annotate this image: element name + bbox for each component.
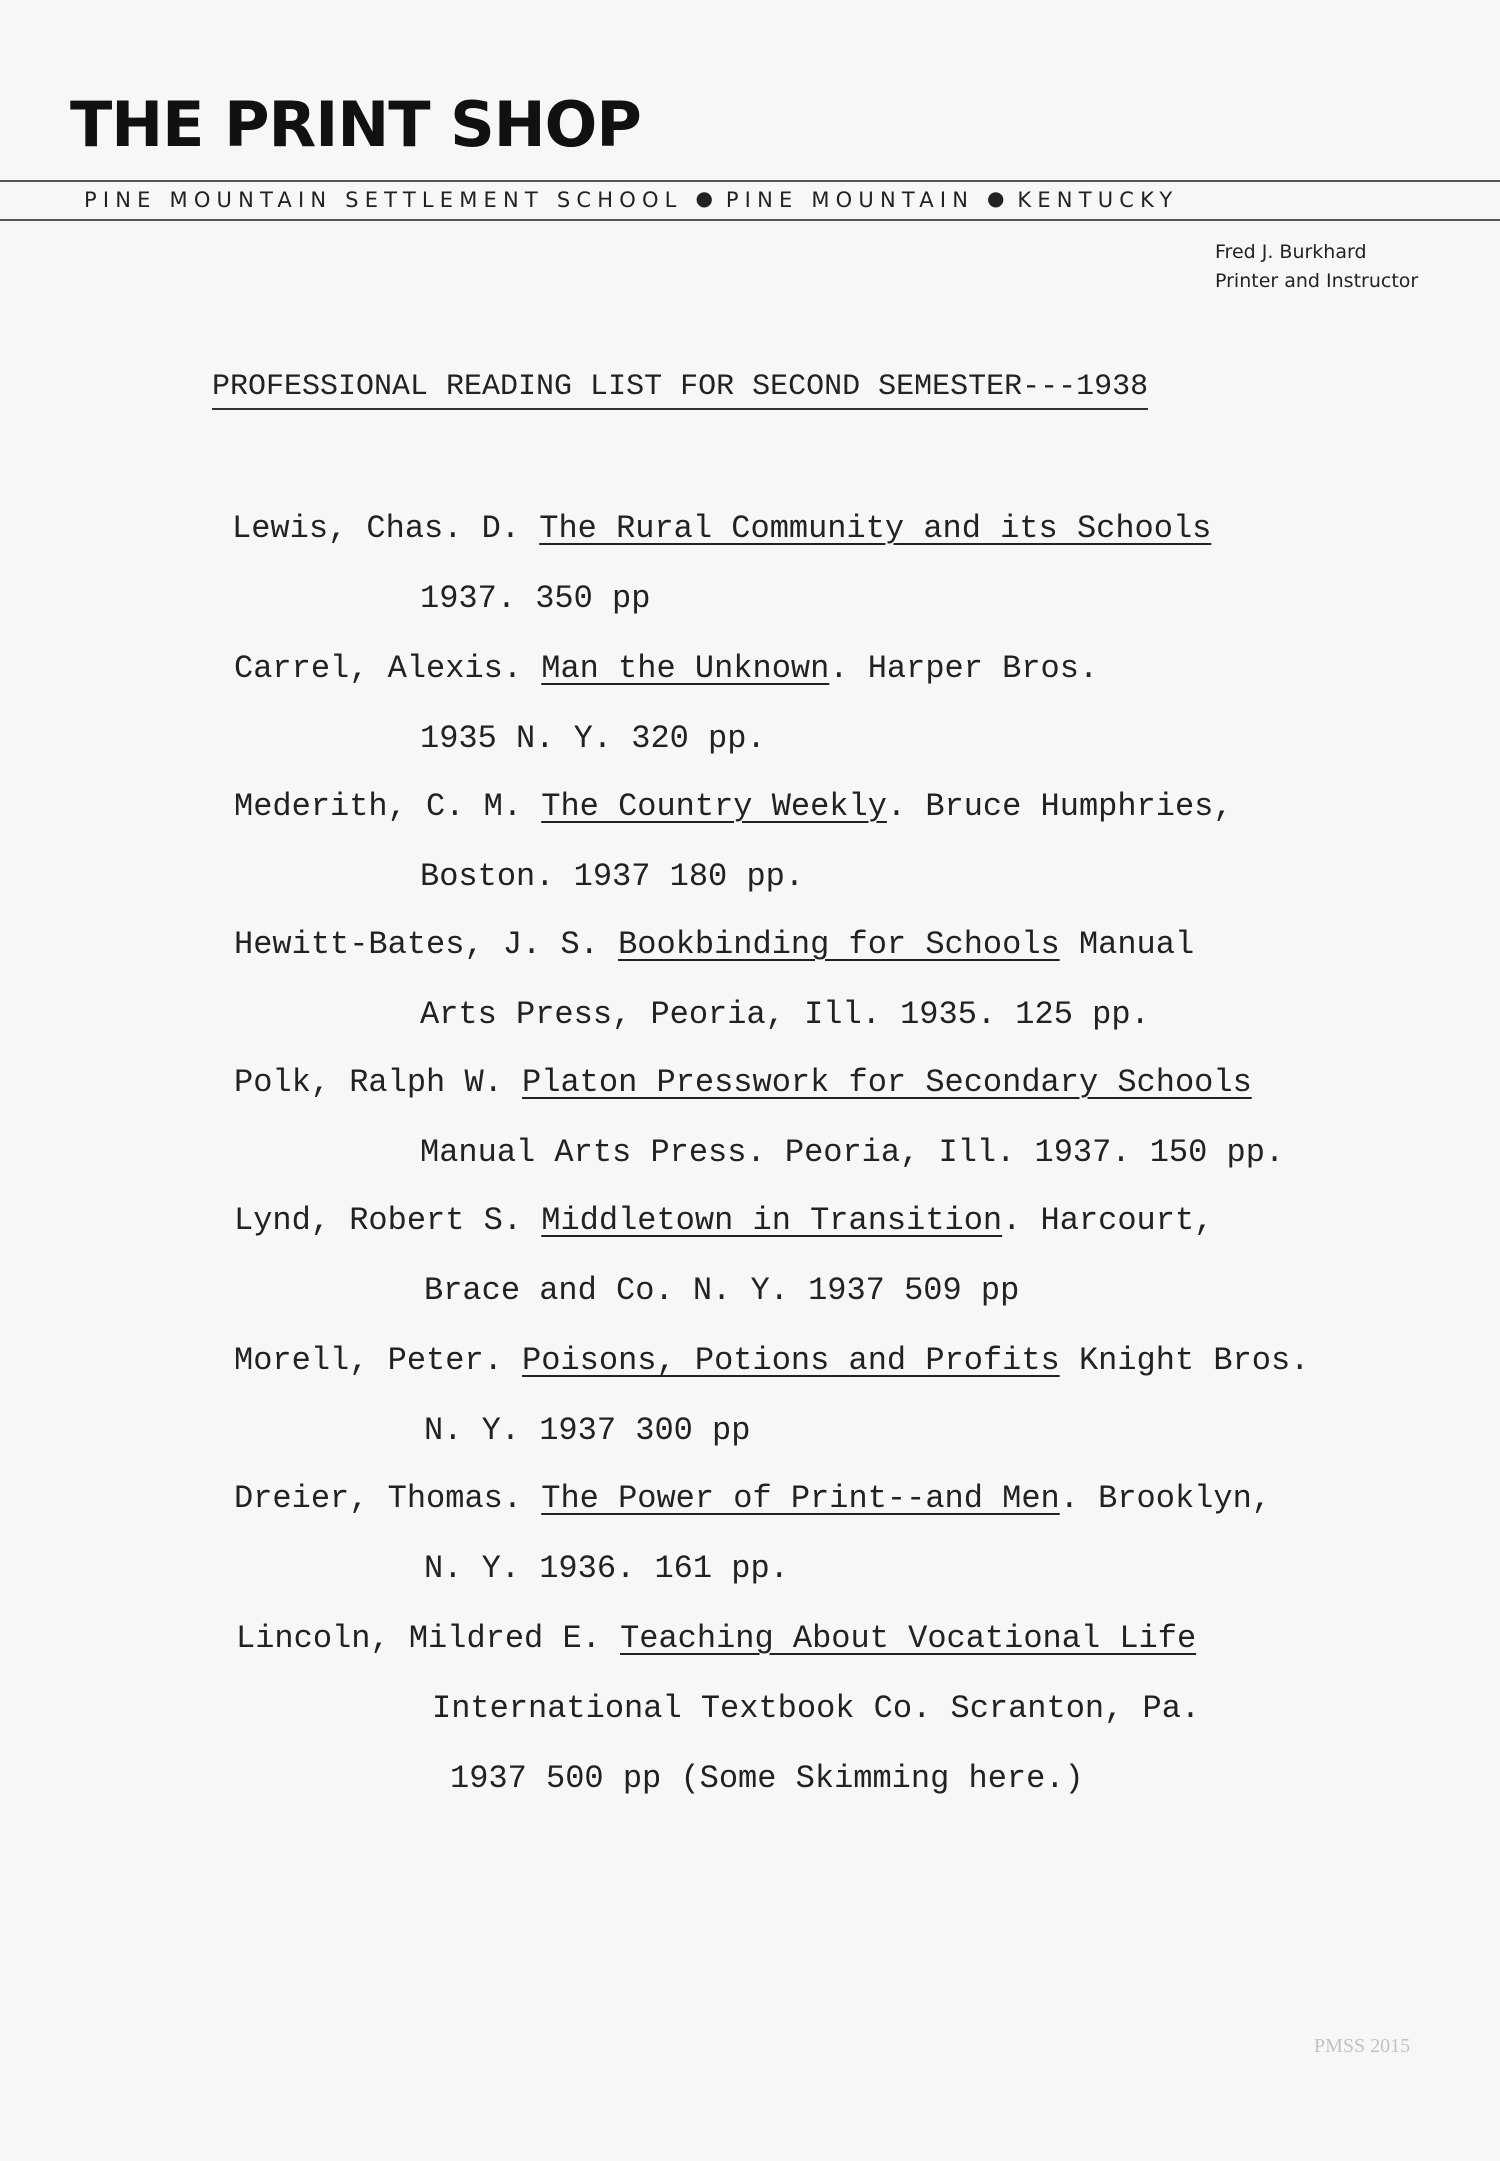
instructor-block	[1215, 238, 1418, 296]
entry-title: Poisons, Potions and Profits	[522, 1342, 1060, 1379]
letterhead-rule-bottom	[0, 219, 1500, 221]
entry-author: Lynd, Robert S.	[234, 1202, 523, 1239]
entry-line-3: 1937 500 pp (Some Skimming here.)	[450, 1760, 1084, 1797]
entry-author: Hewitt-Bates, J. S.	[234, 926, 599, 963]
entry-line-2: Boston. 1937 180 pp.	[420, 858, 805, 895]
entry-line-2: 1935 N. Y. 320 pp.	[420, 720, 766, 757]
entry-line-1	[234, 788, 1233, 825]
entry-author: Carrel, Alexis.	[234, 650, 523, 687]
letterhead-rule-top	[0, 180, 1500, 182]
entry-line-2: Manual Arts Press. Peoria, Ill. 1937. 150 pp.	[420, 1134, 1285, 1171]
entry-publisher: Knight Bros.	[1059, 1342, 1310, 1379]
entry-line-1	[234, 1202, 1213, 1239]
state-name: KENTUCKY	[1017, 188, 1179, 212]
entry-publisher: . Harper Bros.	[829, 650, 1099, 687]
entry-line-2: Arts Press, Peoria, Ill. 1935. 125 pp.	[420, 996, 1150, 1033]
letterhead-subtitle	[84, 186, 1178, 212]
entry-line-2: Brace and Co. N. Y. 1937 509 pp	[424, 1272, 1020, 1309]
entry-line-1	[234, 1342, 1309, 1379]
entry-publisher: . Harcourt,	[1002, 1202, 1214, 1239]
entry-author: Lincoln, Mildred E.	[236, 1620, 601, 1657]
school-name: PINE MOUNTAIN SETTLEMENT SCHOOL	[84, 188, 683, 212]
entry-publisher: . Bruce Humphries,	[886, 788, 1233, 825]
bullet-icon: ●	[987, 186, 1005, 210]
entry-line-2: N. Y. 1937 300 pp	[424, 1412, 751, 1449]
town-name: PINE MOUNTAIN	[725, 188, 975, 212]
entry-publisher: . Brooklyn,	[1059, 1480, 1271, 1517]
entry-author: Dreier, Thomas.	[234, 1480, 523, 1517]
entry-title: The Country Weekly	[541, 788, 887, 825]
entry-publisher: Manual	[1059, 926, 1195, 963]
entry-title: Platon Presswork for Secondary Schools	[522, 1064, 1252, 1101]
document-heading: PROFESSIONAL READING LIST FOR SECOND SEMESTER---1938	[212, 370, 1148, 410]
entry-line-2: International Textbook Co. Scranton, Pa.	[432, 1690, 1201, 1727]
entry-line-1	[232, 510, 1211, 547]
entry-author: Polk, Ralph W.	[234, 1064, 503, 1101]
entry-title: The Power of Print--and Men	[541, 1480, 1060, 1517]
entry-author: Morell, Peter.	[234, 1342, 503, 1379]
entry-author: Mederith, C. M.	[234, 788, 523, 825]
entry-title: Teaching About Vocational Life	[620, 1620, 1197, 1657]
entry-line-2: 1937. 350 pp	[420, 580, 651, 617]
entry-author: Lewis, Chas. D.	[232, 510, 521, 547]
instructor-name: Fred J. Burkhard	[1215, 241, 1367, 263]
entry-title: Man the Unknown	[541, 650, 830, 687]
letterhead-title: THE PRINT SHOP	[70, 88, 641, 161]
entry-line-1	[234, 926, 1194, 963]
instructor-role: Printer and Instructor	[1215, 270, 1419, 292]
entry-title: Bookbinding for Schools	[618, 926, 1060, 963]
entry-title: The Rural Community and its Schools	[539, 510, 1212, 547]
entry-title: Middletown in Transition	[541, 1202, 1003, 1239]
entry-line-1	[234, 650, 1098, 687]
watermark: PMSS 2015	[1314, 2035, 1411, 2057]
entry-line-2: N. Y. 1936. 161 pp.	[424, 1550, 789, 1587]
entry-line-1	[234, 1480, 1271, 1517]
bullet-icon: ●	[695, 186, 713, 210]
entry-line-1	[236, 1620, 1196, 1657]
entry-line-1	[234, 1064, 1252, 1101]
